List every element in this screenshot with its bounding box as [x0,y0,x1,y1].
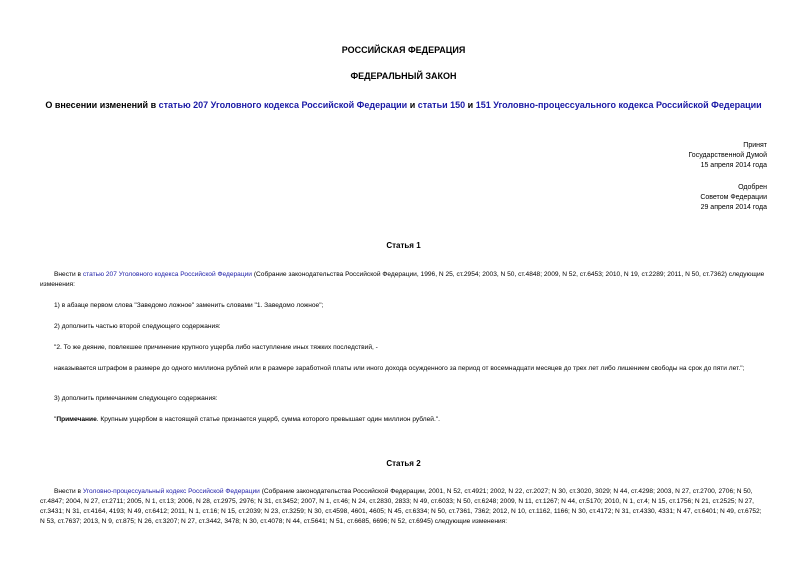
title-link-article-207[interactable]: статью 207 Уголовного кодекса Российской Федерации [158,100,408,110]
title-link-article-150[interactable]: статьи 150 [417,100,466,110]
title-mid-1: и [407,100,418,110]
note-text: . Крупным ущербом в настоящей статье признается ущерб, сумма которого превышает один миллион рублей.". [96,416,440,423]
article-1-item-3: 3) дополнить примечанием следующего содержания: [54,395,218,402]
article-2-intro [40,487,768,527]
accepted-line: Принят [743,142,767,149]
accepted-by: Государственной Думой [688,152,767,159]
approved-block [700,183,767,213]
accepted-block [688,141,767,171]
title-prefix: О внесении изменений в [45,100,159,110]
note-label: Примечание [56,416,97,423]
approved-date: 29 апреля 2014 года [700,204,767,211]
accepted-date: 15 апреля 2014 года [700,162,767,169]
country-heading: РОССИЙСКАЯ ФЕДЕРАЦИЯ [341,45,466,55]
article-1-quote-1: "2. То же деяние, повлекшее причинение крупного ущерба либо наступление иных тяжких последствий, - [54,344,378,351]
article-1-intro-text: (Собрание законодательства Российской Федерации, 1996, N 25, ст.2954; 2003, N 50, ст.4848; 2009, N 52, ст.6453; 2010, N 19, ст.2289; 2011, N 50, ст.7362) следующие изменения: [40,271,765,288]
title-mid-2: и [465,100,476,110]
title-link-article-151[interactable]: 151 Уголовно-процессуального кодекса Российской Федерации [475,100,762,110]
note-open-quote: " [54,416,57,423]
article-1-quote-2: наказывается штрафом в размере до одного миллиона рублей или в размере заработной платы или иного дохода осужденного за период от восемнадцати месяцев до трех лет либо лишением свободы на срок до пяти лет."; [54,365,745,372]
article-2-heading: Статья 2 [386,459,421,468]
law-title [0,100,807,110]
article-1-intro [40,270,768,290]
approved-line: Одобрен [738,184,767,191]
article-1-link[interactable]: статью 207 Уголовного кодекса Российской Федерации [82,271,252,278]
article-2-link[interactable]: Уголовно-процессуальный кодекс Российской Федерации [82,488,260,495]
article-2-intro-text: (Собрание законодательства Российской Федерации, 2001, N 52, ст.4921; 2002, N 22, ст.2027; N 30, ст.3020, 3029; N 44, ст.4298; 2003, N 27, ст.2700, 2706; N 50, ст.4847; 2004, N 27, ст.2711; 2005, N 1, ст.13; 2006, N 28, ст.2975, 2976; N 31, ст.3452; 2007, N 1, ст.46; N 24, ст.2830, 2833; N 49, ст.6033; N 50, ст.6248; 2009, N 11, ст.1267; N 44, ст.5170; 2010, N 1, ст.4; N 15, ст.1756; N 21, ст.2525; N 27, ст.3431; N 31, ст.4164, 4193; N 49, ст.6412; 2011, N 1, ст.16; N 15, ст.2039; N 23, ст.3259; N 30, ст.4598, 4601, 4605; N 45, ст.6334; N 50, ст.7361, 7362; 2012, N 10, ст.1162, 1166; N 30, ст.4172; N 31, ст.4330, 4331; N 47, ст.6401; N 49, ст.6752; N 53, ст.7637; 2013, N 9, ст.875; N 26, ст.3207; N 27, ст.3442, 3478; N 30, ст.4078; N 44, ст.5641; N 51, ст.6685, 6696; N 52, ст.6945) следующие изменения: [40,488,762,525]
article-1-item-2: 2) дополнить частью второй следующего содержания: [54,323,221,330]
law-type-heading: ФЕДЕРАЛЬНЫЙ ЗАКОН [350,71,457,81]
article-1-intro-prefix: Внести в [54,271,83,278]
article-1-note [40,415,768,425]
approved-by: Советом Федерации [700,194,767,201]
article-2-intro-prefix: Внести в [54,488,83,495]
article-1-item-1: 1) в абзаце первом слова "Заведомо ложное" заменить словами "1. Заведомо ложное"; [54,302,324,309]
article-1-heading: Статья 1 [386,241,421,250]
